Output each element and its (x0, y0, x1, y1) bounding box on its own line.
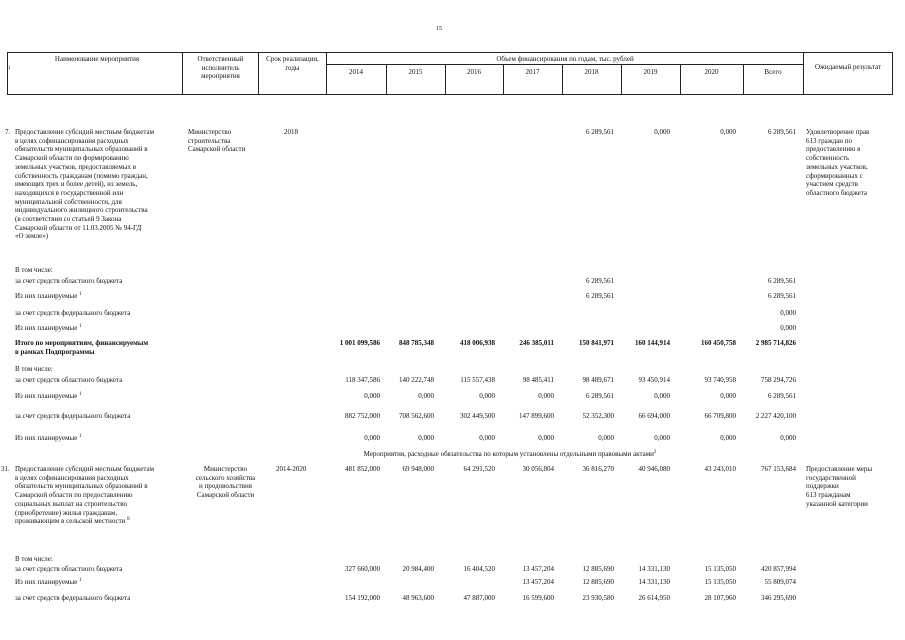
row-label: за счет средств федерального бюджета (15, 594, 131, 602)
value-cell: 20 984,400 (402, 565, 434, 573)
item7-number: 7. (5, 128, 11, 136)
value-cell: 69 948,000 (402, 465, 434, 473)
row-label: В том числе: (15, 365, 53, 373)
value-cell: 6 289,561 (586, 128, 614, 136)
value-cell: 48 963,600 (402, 594, 434, 602)
value-cell: 0,000 (598, 434, 614, 442)
value-cell: 28 107,960 (704, 594, 736, 602)
footnote-mark: 1 (79, 292, 82, 297)
value-cell: 327 660,000 (345, 565, 380, 573)
value-cell: 12 885,690 (582, 565, 614, 573)
value-cell: 6 289,561 (586, 392, 614, 400)
footnote-mark: 1 (79, 392, 82, 397)
value-cell: 6 289,561 (586, 277, 614, 285)
row-label: Из них планируемые $^1$ (15, 578, 82, 586)
value-cell: 0,000 (538, 434, 554, 442)
table-top-border (7, 52, 892, 53)
value-cell: 15 135,050 (704, 565, 736, 573)
header-executor: Ответственный исполнитель мероприятия (197, 55, 244, 81)
value-cell: 420 857,994 (761, 565, 796, 573)
value-cell: 1 001 099,586 (339, 339, 380, 347)
table-header-bottom-border (7, 94, 892, 95)
header-year-2020: 2020 (704, 68, 719, 76)
item31-result: Предоставление меры государственной поддержки 613 гражданам указанной категории (806, 465, 873, 508)
item31-executor: Министерство сельского хозяйства и продовольствия Самарской области (195, 465, 256, 500)
item31-period: 2014-2020 (276, 465, 307, 473)
value-cell: 16 599,600 (522, 594, 554, 602)
value-cell: 0,000 (780, 434, 796, 442)
value-cell: 0,000 (720, 392, 736, 400)
value-cell: 0,000 (418, 434, 434, 442)
value-cell: 23 930,580 (582, 594, 614, 602)
value-cell: 16 404,520 (463, 565, 495, 573)
value-cell: 55 809,074 (764, 578, 796, 586)
header-year-2015: 2015 (408, 68, 423, 76)
value-cell: 0,000 (780, 309, 796, 317)
value-cell: 15 135,050 (704, 578, 736, 586)
value-cell: 43 243,010 (704, 465, 736, 473)
header-funding-title: Объем финансирования по годам, тыс. рублей (496, 55, 634, 63)
value-cell: 13 457,204 (522, 578, 554, 586)
page-number: 15 (436, 26, 442, 32)
value-cell: 302 449,500 (460, 412, 495, 420)
row-label: за счет средств областного бюджета (15, 565, 123, 573)
value-cell: 118 347,586 (345, 376, 380, 384)
row-label: В том числе: (15, 555, 53, 563)
value-cell: 0,000 (479, 392, 495, 400)
value-cell: 708 562,600 (399, 412, 434, 420)
row-label: В том числе: (15, 266, 53, 274)
value-cell: 66 709,800 (704, 412, 736, 420)
item31-name: Предоставление субсидий местным бюджетам в целях софинансирования расходных обязательств муниципальных образований в Самарской области по предоставлению социальных выплат на строительство (приобретение) жилья гражданам, проживающим в сельской местности $^8$ (15, 465, 155, 526)
item7-result: Удовлетворение прав 613 граждан по предоставлению в собственность земельных участков, сформированных с участием средств областного бюджета (806, 128, 870, 197)
value-cell: 0,000 (654, 128, 670, 136)
value-cell: 0,000 (418, 392, 434, 400)
value-cell: 160 450,758 (701, 339, 736, 347)
value-cell: 0,000 (364, 392, 380, 400)
header-year-2014: 2014 (349, 68, 363, 76)
value-cell: 14 331,130 (638, 578, 670, 586)
value-cell: 481 852,000 (345, 465, 380, 473)
header-year-2017: 2017 (525, 68, 540, 76)
value-cell: 66 694,000 (638, 412, 670, 420)
value-cell: 160 144,914 (635, 339, 670, 347)
header-total: Всего (764, 68, 782, 76)
header-name: Наименование мероприятия (54, 55, 140, 63)
value-cell: 0,000 (479, 434, 495, 442)
value-cell: 98 489,671 (582, 376, 614, 384)
value-cell: 47 887,000 (463, 594, 495, 602)
header-year-2016: 2016 (467, 68, 481, 76)
header-year-2019: 2019 (643, 68, 658, 76)
value-cell: 52 352,300 (582, 412, 614, 420)
value-cell: 140 222,748 (399, 376, 434, 384)
value-cell: 13 457,204 (522, 565, 554, 573)
row-label: Из них планируемые $^1$ (15, 324, 82, 332)
value-cell: 0,000 (364, 434, 380, 442)
value-cell: 6 289,561 (768, 277, 796, 285)
value-cell: 0,000 (654, 434, 670, 442)
value-cell: 14 331,130 (638, 565, 670, 573)
value-cell: 154 192,000 (345, 594, 380, 602)
row-label: за счет средств областного бюджета (15, 277, 123, 285)
value-cell: 758 294,726 (761, 376, 796, 384)
col-border (892, 52, 893, 95)
value-cell: 30 056,804 (522, 465, 554, 473)
header-result: Ожидаемый результат (814, 63, 882, 71)
value-cell: 882 752,000 (345, 412, 380, 420)
header-year-2018: 2018 (584, 68, 599, 76)
total-label: Итого по мероприятиям, финансируемым в рамках Подпрограммы (15, 339, 149, 356)
value-cell: 6 289,561 (768, 128, 796, 136)
value-cell: 346 295,690 (761, 594, 796, 602)
col-border (803, 52, 804, 95)
value-cell: 12 885,690 (582, 578, 614, 586)
footnote-mark: 1 (79, 434, 82, 439)
row-label: за счет средств федерального бюджета (15, 412, 131, 420)
value-cell: 93 450,914 (638, 376, 670, 384)
value-cell: 6 289,561 (768, 292, 796, 300)
value-cell: 0,000 (780, 324, 796, 332)
value-cell: 0,000 (720, 434, 736, 442)
header-col-num: 1 (8, 66, 11, 71)
header-period: Срок реализации, годы (266, 55, 319, 72)
value-cell: 98 485,411 (522, 376, 554, 384)
value-cell: 767 153,684 (761, 465, 796, 473)
row-label: Из них планируемые $^1$ (15, 434, 82, 442)
item31-number: 31. (1, 465, 10, 473)
value-cell: 246 385,011 (519, 339, 554, 347)
value-cell: 0,000 (720, 128, 736, 136)
section-title: Мероприятия, расходные обязательства по которым установлены отдельными правовыми актами$^2$ (363, 450, 657, 458)
value-cell: 2 985 714,826 (755, 339, 796, 347)
value-cell: 150 841,971 (579, 339, 614, 347)
footnote-mark: 1 (79, 578, 82, 583)
item7-period: 2018 (284, 128, 298, 136)
value-cell: 6 289,561 (768, 392, 796, 400)
item7-executor: Министерство строительства Самарской области (188, 128, 246, 154)
value-cell: 36 816,270 (582, 465, 614, 473)
value-cell: 0,000 (654, 392, 670, 400)
footnote-mark: 1 (79, 324, 82, 329)
item7-name: Предоставление субсидий местным бюджетам в целях софинансирования расходных обязательств муниципальных образований в Самарской области по формированию земельных участков, предоставляемых в собственность гражданам (помимо граждан, имеющих трех и более детей), из земель, находящихся в государственной или муниципальной собственности, для индивидуального жилищного строительства (в соответствии со статьей 9 Закона Самарской области от 11.03.2005 № 94-ГД «О земле») (15, 128, 155, 241)
row-label: за счет средств федерального бюджета (15, 309, 131, 317)
years-divider (326, 64, 803, 65)
value-cell: 115 557,438 (460, 376, 495, 384)
value-cell: 848 785,348 (399, 339, 434, 347)
value-cell: 418 006,938 (460, 339, 495, 347)
value-cell: 40 946,080 (638, 465, 670, 473)
row-label: Из них планируемые $^1$ (15, 392, 82, 400)
value-cell: 2 227 420,100 (755, 412, 796, 420)
value-cell: 0,000 (538, 392, 554, 400)
value-cell: 147 899,600 (519, 412, 554, 420)
row-label: Из них планируемые $^1$ (15, 292, 82, 300)
value-cell: 93 740,958 (704, 376, 736, 384)
value-cell: 26 614,950 (638, 594, 670, 602)
value-cell: 64 291,520 (463, 465, 495, 473)
row-label: за счет средств областного бюджета (15, 376, 123, 384)
value-cell: 6 289,561 (586, 292, 614, 300)
